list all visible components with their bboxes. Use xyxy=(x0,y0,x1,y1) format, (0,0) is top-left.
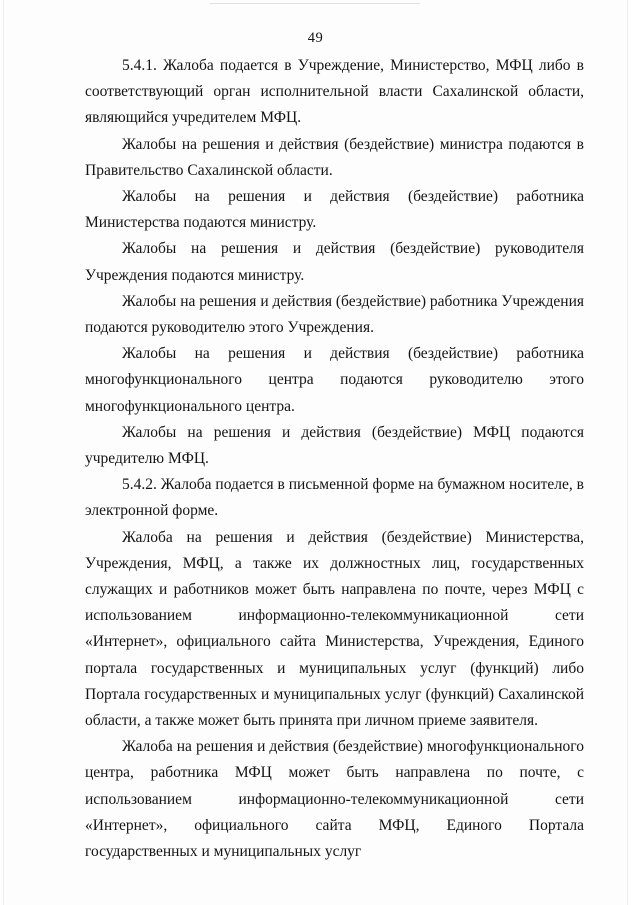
paragraph: Жалоба на решения и действия (бездействие) Министерства, Учреждения, МФЦ, а также их должностных лиц, государственных служащих и работников может быть направлена по почте, через МФЦ с использованием информационно-телекоммуникационной сети «Интернет», официального сайта Министерства, Учреждения, Единого портала государственных и муниципальных услуг (функций) либо Портала государственных и муниципальных услуг (функций) Сахалинской области, а также может быть принята при личном приеме заявителя. xyxy=(85,528,584,730)
paragraph: Жалобы на решения и действия (бездействие) работника Министерства подаются министру. xyxy=(85,188,584,232)
scan-edge-line xyxy=(210,3,420,4)
page-number: 49 xyxy=(307,30,324,46)
scan-edge-line xyxy=(3,0,4,905)
document-body xyxy=(85,53,584,865)
paragraph: 5.4.1. Жалоба подается в Учреждение, Министерство, МФЦ либо в соответствующий орган исполнительной власти Сахалинской области, являющийся учредителем МФЦ. xyxy=(85,57,584,127)
paragraph: Жалобы на решения и действия (бездействие) руководителя Учреждения подаются министру. xyxy=(85,240,584,284)
paragraph: Жалобы на решения и действия (бездействие) министра подаются в Правительство Сахалинской области. xyxy=(85,135,584,179)
paragraph: Жалоба на решения и действия (бездействие) многофункционального центра, работника МФЦ может быть направлена по почте, с использованием информационно-телекоммуникационной сети «Интернет», официального сайта МФЦ, Единого Портала государственных и муниципальных услуг xyxy=(85,738,584,861)
paragraph: Жалобы на решения и действия (бездействие) МФЦ подаются учредителю МФЦ. xyxy=(85,423,584,468)
paragraph: Жалобы на решения и действия (бездействие) работника Учреждения подаются руководителю этого Учреждения. xyxy=(85,292,584,337)
paragraph: Жалобы на решения и действия (бездействие) работника многофункционального центра подаются руководителю этого многофункционального центра. xyxy=(85,345,584,415)
paragraph: 5.4.2. Жалоба подается в письменной форме на бумажном носителе, в электронной форме. xyxy=(85,476,584,520)
scan-edge-line xyxy=(627,0,628,905)
